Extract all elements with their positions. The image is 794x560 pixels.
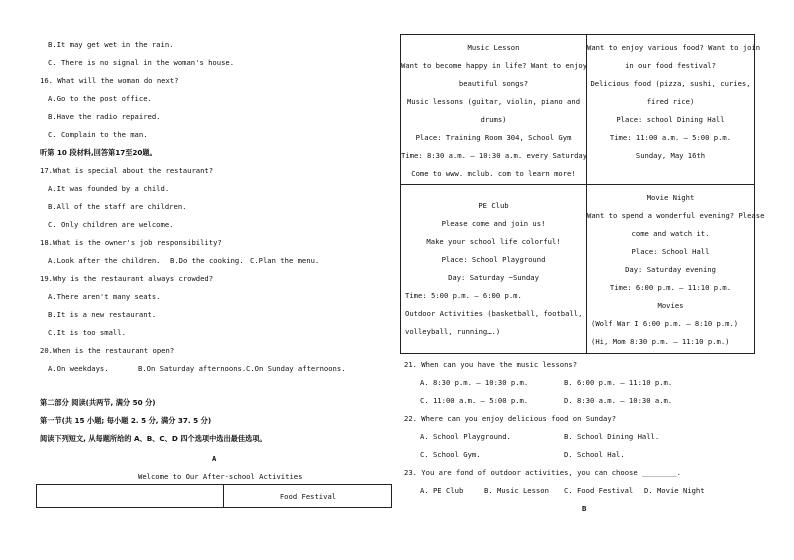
movie-night-cell [587, 185, 765, 353]
activities-table [400, 34, 765, 354]
table-cell-empty [37, 485, 224, 507]
food-time: Time: 11:00 a.m. — 5:00 p.m. [609, 133, 732, 142]
q17-option-a: A.It was founded by a child. [48, 184, 170, 193]
q21-option-c: C. 11:00 a.m. — 5:00 p.m. [420, 396, 529, 405]
pe-outdoor-1: Outdoor Activities (basketball, football, [405, 309, 583, 318]
question-16: 16. What will the woman do next? [40, 76, 179, 85]
question-21: 21. When can you have the music lessons? [404, 360, 578, 369]
food-festival-header: Food Festival [279, 492, 337, 501]
q16-option-c: C. Complain to the man. [48, 130, 148, 139]
q19-option-b: B.It is a new restaurant. [48, 310, 157, 319]
pe-line-1: Please come and join us! [441, 219, 546, 228]
q23-option-d: D. Movie Night [644, 486, 705, 495]
pe-club-cell [401, 185, 587, 353]
question-18: 18.What is the owner's job responsibility? [40, 238, 222, 247]
passage-b-label: B [582, 504, 587, 513]
passage-a-label: A [212, 454, 217, 463]
pe-outdoor-2: volleyball, running….) [405, 327, 501, 336]
reading-instruction: 阅读下列短文, 从每题所给的 A、B、C、D 四个选项中选出最佳选项。 [40, 434, 267, 443]
movie-wolf-war: (Wolf War I 6:00 p.m. — 8:10 p.m.) [591, 319, 739, 328]
food-date: Sunday, May 16th [635, 151, 706, 160]
table-cell-food-festival [224, 485, 392, 507]
pe-title: PE Club [478, 201, 509, 210]
q23-option-b: B. Music Lesson [484, 486, 549, 495]
q15-option-c: C. There is no signal in the woman's house. [48, 58, 235, 67]
pe-place: Place: School Playground [441, 255, 546, 264]
question-17: 17.What is special about the restaurant? [40, 166, 214, 175]
music-line-4: drums) [480, 115, 507, 124]
music-website: Come to www. mclub. com to learn more! [411, 169, 576, 178]
food-line-4: fired rice) [646, 97, 695, 106]
music-line-2: beautiful songs? [458, 79, 529, 88]
question-20: 20.When is the restaurant open? [40, 346, 175, 355]
q19-option-a: A.There aren't many seats. [48, 292, 161, 301]
question-22: 22. Where can you enjoy delicious food on Sunday? [404, 414, 617, 423]
question-23: 23. You are fond of outdoor activities, you can choose ________. [404, 468, 681, 477]
q17-option-b: B.All of the staff are children. [48, 202, 187, 211]
movie-hi-mom: (Hi, Mom 8:30 p.m. — 11:10 p.m.) [591, 337, 730, 346]
music-title: Music Lesson [467, 43, 520, 52]
section-10-heading: 听第 10 段材料,回答第17至20题。 [40, 148, 157, 157]
activities-title: Welcome to Our After-school Activities [138, 472, 303, 481]
music-line-1: Want to become happy in life? Want to enjoy [401, 61, 588, 70]
pe-day: Day: Saturday ~Sunday [448, 273, 539, 282]
music-lesson-cell [401, 35, 587, 185]
movie-line-1: Want to spend a wonderful evening? Please [587, 211, 765, 220]
food-festival-cell [587, 35, 761, 185]
movie-title: Movie Night [646, 193, 695, 202]
q18-option-c: C.Plan the menu. [250, 256, 320, 265]
food-line-3: Delicious food (pizza, sushi, curies, [590, 79, 751, 88]
q22-option-b: B. School Dining Hall. [564, 432, 660, 441]
q22-option-a: A. School Playground. [420, 432, 511, 441]
q21-option-d: D. 8:30 a.m. — 10:30 a.m. [564, 396, 673, 405]
movie-time: Time: 6:00 p.m. — 11:10 p.m. [609, 283, 732, 292]
q23-option-c: C. Food Festival [564, 486, 634, 495]
music-line-3: Music lessons (guitar, violin, piano and [406, 97, 581, 106]
q16-option-a: A.Go to the post office. [48, 94, 152, 103]
food-line-2: in our food festival? [625, 61, 716, 70]
q19-option-c: C.It is too small. [48, 328, 126, 337]
q20-option-c: C.On Sunday afternoons. [246, 364, 346, 373]
part-2-heading: 第二部分 阅读(共两节, 满分 50 分) [40, 398, 156, 407]
pe-line-2: Make your school life colorful! [426, 237, 561, 246]
q21-option-a: A. 8:30 p.m. — 10:30 p.m. [420, 378, 529, 387]
q17-option-c: C. Only children are welcome. [48, 220, 174, 229]
q23-option-a: A. PE Club [420, 486, 464, 495]
q15-option-b: B.It may get wet in the rain. [48, 40, 174, 49]
q18-option-a: A.Look after the children. [48, 256, 161, 265]
movie-place: Place: School Hall [631, 247, 710, 256]
movie-day: Day: Saturday evening [625, 265, 716, 274]
section-1-heading: 第一节(共 15 小题; 每小题 2. 5 分, 满分 37. 5 分) [40, 416, 212, 425]
movie-line-2: come and watch it. [631, 229, 710, 238]
q20-option-a: A.On weekdays. [48, 364, 109, 373]
q21-option-b: B. 6:00 p.m. — 11:10 p.m. [564, 378, 673, 387]
q22-option-c: C. School Gym. [420, 450, 481, 459]
food-line-1: Want to enjoy various food? Want to join [587, 43, 761, 52]
activities-table-top [36, 484, 392, 508]
music-place: Place: Training Room 304, School Gym [415, 133, 572, 142]
food-place: Place: school Dining Hall [616, 115, 725, 124]
q18-option-b: B.Do the cooking. [170, 256, 244, 265]
movies-heading: Movies [657, 301, 684, 310]
q22-option-d: D. School Hal. [564, 450, 625, 459]
music-time: Time: 8:30 a.m. — 10:30 a.m. every Saturday [401, 151, 588, 160]
pe-time: Time: 5:00 p.m. — 6:00 p.m. [405, 291, 522, 300]
q16-option-b: B.Have the radio repaired. [48, 112, 161, 121]
question-19: 19.Why is the restaurant always crowded? [40, 274, 214, 283]
right-column [400, 0, 794, 560]
q20-option-b: B.On Saturday afternoons. [138, 364, 247, 373]
